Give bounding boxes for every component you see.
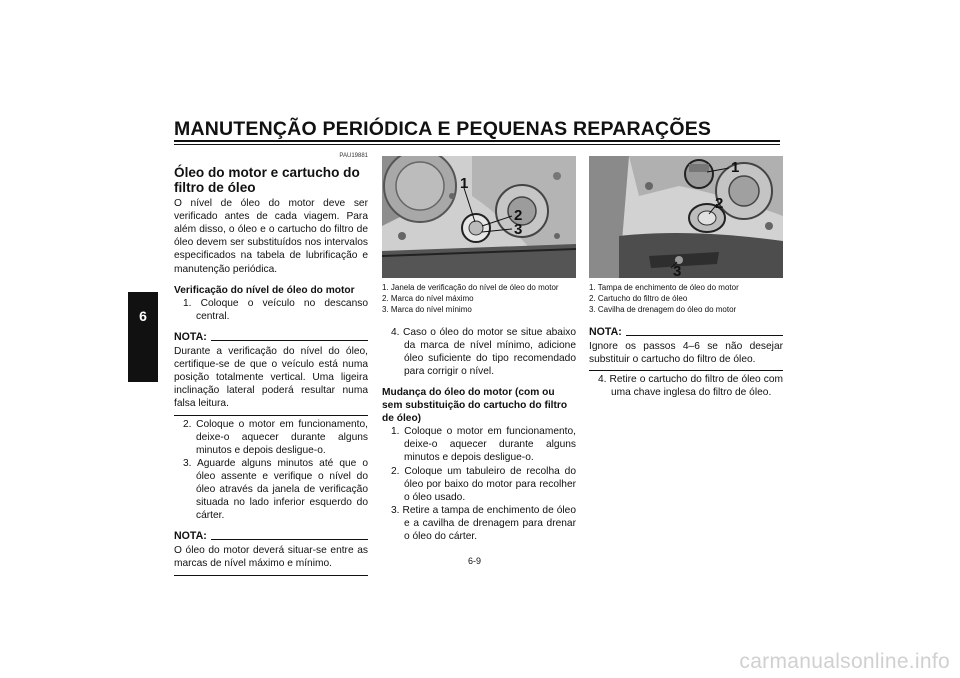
chapter-tab — [128, 292, 158, 382]
step-2: 2. Coloque um tabuleiro de recolha do óleo por baixo do motor para recolher o óleo usado. — [391, 465, 576, 503]
photo-caption — [382, 282, 576, 316]
chapter-tab-number: 6 — [139, 308, 147, 324]
note-1 — [174, 331, 368, 416]
photo-label-3: 3 — [673, 263, 682, 278]
note-end-rule — [174, 415, 368, 416]
note-end-rule — [174, 575, 368, 576]
step-4: 4. Retire o cartucho do filtro de óleo com uma chave inglesa do filtro de óleo. — [598, 373, 783, 398]
watermark: carmanualsonline.info — [739, 650, 950, 673]
step-1: 1. Coloque o veículo no descanso central. — [183, 297, 368, 322]
photo-label-2: 2 — [715, 195, 724, 212]
subheading-oil-check: Verificação do nível de óleo do motor — [174, 284, 355, 296]
column-1 — [174, 150, 368, 578]
note-2 — [174, 530, 368, 575]
intro-paragraph: O nível de óleo do motor deve ser verificado antes de cada viagem. Para além disso, o óleo e o cartucho do filtro de óleo devem ser substituídos nos intervalos especificados na tabela de lubrificação e manutenção periódica. — [174, 198, 368, 275]
note-text: O óleo do motor deverá situar-se entre as marcas de nível máximo e mínimo. — [174, 545, 368, 570]
title-rule — [174, 140, 780, 142]
step-3: 3. Retire a tampa de enchimento de óleo e a cavilha de drenagem para drenar o óleo do cárter. — [391, 504, 576, 543]
step-3: 3. Aguarde alguns minutos até que o óleo assente e verifique o nível do óleo através da janela de verificação situada no lado inferior esquerdo do cárter. — [183, 457, 368, 522]
subheading-oil-change: Mudança do óleo do motor (com ou sem substituição do cartucho do filtro de óleo) — [382, 386, 568, 425]
caption-item: 1. Janela de verificação do nível de óleo do motor — [382, 283, 559, 292]
title-rule-thin — [174, 144, 780, 145]
photo-label-2: 2 — [514, 207, 523, 224]
note-text: Durante a verificação do nível do óleo, certifique-se de que o veículo está numa posição totalmente vertical. Uma ligeira inclinação lateral poderá resultar numa falsa leitura. — [174, 346, 368, 410]
step-1: 1. Coloque o motor em funcionamento, deixe-o aquecer durante alguns minutos e depois desligue-o. — [391, 426, 576, 464]
photo-label-3: 3 — [514, 221, 523, 238]
photo-caption — [589, 282, 783, 316]
caption-item: 2. Cartucho do filtro de óleo — [589, 294, 688, 304]
page-title: MANUTENÇÃO PERIÓDICA E PEQUENAS REPARAÇÕES — [174, 118, 712, 140]
note-end-rule — [589, 370, 783, 371]
engine-photo-sight-window — [382, 156, 576, 278]
note-text: Ignore os passos 4–6 se não desejar substituir o cartucho do filtro de óleo. — [589, 340, 783, 365]
note-3 — [589, 326, 783, 371]
note-rule — [211, 539, 368, 540]
note-label: NOTA: — [174, 330, 207, 343]
photo-label-1: 1 — [731, 159, 740, 176]
caption-item: 3. Cavilha de drenagem do óleo do motor — [589, 305, 737, 315]
column-2 — [382, 156, 576, 543]
photo-label-1: 1 — [460, 175, 469, 192]
note-rule — [626, 335, 783, 336]
section-code: PAU19881 — [339, 153, 368, 159]
note-rule — [211, 340, 368, 341]
caption-item: 1. Tampa de enchimento de óleo do motor — [589, 283, 739, 292]
page-number: 6-9 — [468, 556, 482, 566]
note-label: NOTA: — [174, 530, 207, 543]
caption-item: 2. Marca do nível máximo — [382, 294, 474, 304]
engine-photo-filter — [589, 156, 783, 278]
step-2: 2. Coloque o motor em funcionamento, deixe-o aquecer durante alguns minutos e depois desligue-o. — [183, 418, 368, 456]
note-label: NOTA: — [589, 325, 622, 338]
caption-item: 3. Marca do nível mínimo — [382, 305, 472, 315]
step-4: 4. Caso o óleo do motor se situe abaixo da marca de nível mínimo, adicione óleo suficiente do tipo recomendado para corrigir o nível. — [391, 326, 576, 377]
column-3 — [589, 156, 783, 399]
section-heading: Óleo do motor e cartucho do filtro de óleo — [174, 165, 360, 196]
